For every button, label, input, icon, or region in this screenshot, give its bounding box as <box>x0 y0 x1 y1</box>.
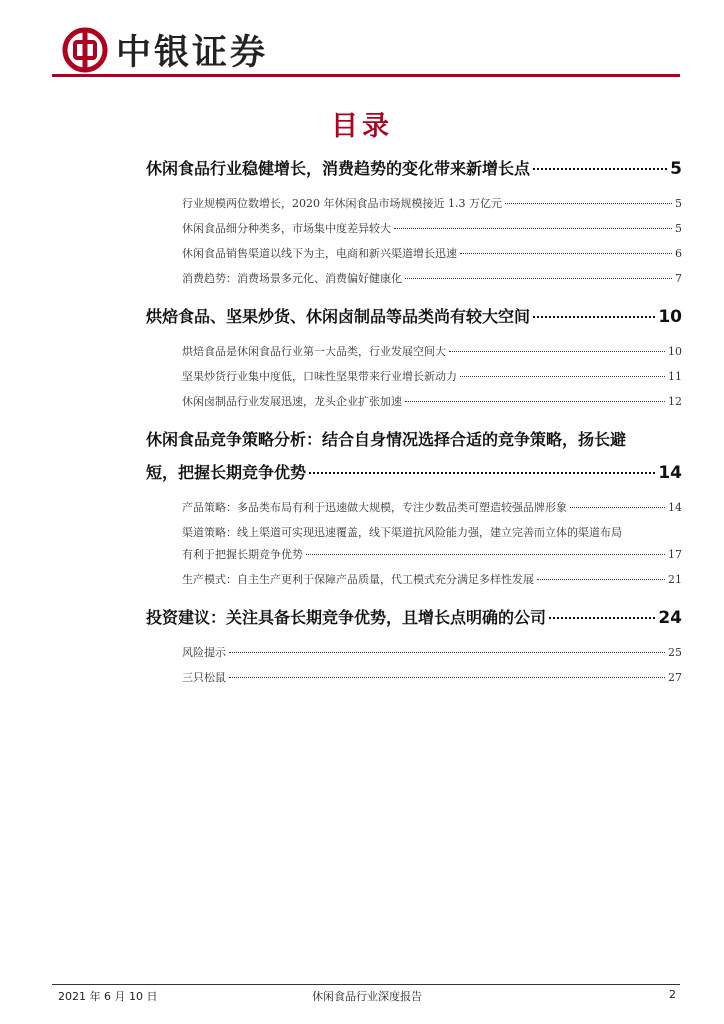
toc-entry-text-continued: 短，把握长期竞争优势 <box>146 463 307 482</box>
toc-entry[interactable] <box>146 605 682 628</box>
toc-entry-page: 24 <box>658 608 682 628</box>
toc-entry-page: 25 <box>668 646 682 659</box>
leader-dots <box>229 652 665 653</box>
toc-entry-text: 休闲食品销售渠道以线下为主，电商和新兴渠道增长迅速 <box>182 247 457 260</box>
toc-entry-text: 三只松鼠 <box>182 671 226 684</box>
toc-entry-text: 烘焙食品是休闲食品行业第一大品类，行业发展空间大 <box>182 345 446 358</box>
toc-entry[interactable] <box>182 220 682 236</box>
footer-report-title: 休闲食品行业深度报告 <box>312 990 422 1003</box>
leader-dots <box>449 351 665 352</box>
leader-dots <box>229 677 665 678</box>
toc-entry-text: 休闲食品细分种类多，市场集中度差异较大 <box>182 222 391 235</box>
toc-entry[interactable] <box>182 368 682 384</box>
toc-entry-page: 7 <box>675 272 682 285</box>
bank-of-china-logo-icon <box>62 27 108 73</box>
toc-entry-page: 5 <box>675 222 682 235</box>
toc-entry[interactable] <box>146 304 682 327</box>
leader-dots <box>537 579 665 580</box>
toc-entry-page: 5 <box>675 197 682 210</box>
page-title: 目录 <box>331 111 393 142</box>
leader-dots <box>405 401 665 402</box>
leader-dots <box>570 507 665 508</box>
header <box>62 22 268 78</box>
toc-entry-text: 休闲食品竞争策略分析：结合自身情况选择合适的竞争策略，扬长避 <box>146 430 627 449</box>
toc-entry-text: 行业规模两位数增长，2020 年休闲食品市场规模接近 1.3 万亿元 <box>182 197 502 210</box>
toc-entry-page: 10 <box>658 307 682 327</box>
leader-dots <box>394 228 672 229</box>
toc-entry-text: 烘焙食品、坚果炒货、休闲卤制品等品类尚有较大空间 <box>146 307 531 326</box>
leader-dots <box>306 554 665 555</box>
toc-entry-text: 坚果炒货行业集中度低，口味性坚果带来行业增长新动力 <box>182 370 457 383</box>
toc-entry[interactable] <box>146 156 682 179</box>
footer-rule <box>52 984 680 985</box>
toc-entry-text: 休闲卤制品行业发展迅速，龙头企业扩张加速 <box>182 395 402 408</box>
toc-entry-page: 10 <box>668 345 682 358</box>
toc-entry-text: 投资建议：关注具备长期竞争优势，且增长点明确的公司 <box>146 608 547 627</box>
brand-name: 中银证券 <box>116 33 269 73</box>
toc-entry-page: 11 <box>668 370 682 383</box>
toc-entry[interactable] <box>182 669 682 685</box>
toc-entry[interactable] <box>182 270 682 286</box>
leader-dots <box>505 203 672 204</box>
header-rule <box>52 74 680 77</box>
footer-date: 2021 年 6 月 10 日 <box>58 990 158 1003</box>
toc-entry-text: 消费趋势：消费场景多元化、消费偏好健康化 <box>182 272 402 285</box>
toc-entry-page: 17 <box>668 548 682 561</box>
leader-dots <box>460 376 665 377</box>
toc-entry-text: 休闲食品行业稳健增长，消费趋势的变化带来新增长点 <box>146 159 531 178</box>
toc-entry-page: 6 <box>675 247 682 260</box>
leader-dots <box>460 253 672 254</box>
toc-entry[interactable] <box>182 571 682 587</box>
toc-entry-text-continued: 有利于把握长期竞争优势 <box>182 548 303 561</box>
toc-entry[interactable] <box>182 644 682 660</box>
toc-entry[interactable] <box>182 393 682 409</box>
toc-entry[interactable] <box>182 245 682 261</box>
table-of-contents <box>146 152 682 685</box>
toc-entry-page: 27 <box>668 671 682 684</box>
toc-entry[interactable] <box>146 427 682 483</box>
toc-entry[interactable] <box>182 343 682 359</box>
toc-entry-page: 12 <box>668 395 682 408</box>
leader-dots <box>533 168 667 170</box>
leader-dots <box>405 278 672 279</box>
toc-entry-page: 21 <box>668 573 682 586</box>
toc-entry-text: 渠道策略：线上渠道可实现迅速覆盖，线下渠道抗风险能力强，建立完善而立体的渠道布局 <box>182 526 622 539</box>
leader-dots <box>549 617 655 619</box>
toc-entry[interactable] <box>182 499 682 515</box>
toc-entry[interactable] <box>182 524 682 562</box>
toc-entry-text: 产品策略：多品类布局有利于迅速做大规模，专注少数品类可塑造较强品牌形象 <box>182 501 567 514</box>
toc-entry-text: 风险提示 <box>182 646 226 659</box>
toc-entry-text: 生产模式：自主生产更利于保障产品质量，代工模式充分满足多样性发展 <box>182 573 534 586</box>
toc-entry-page: 5 <box>670 159 682 179</box>
leader-dots <box>533 316 655 318</box>
leader-dots <box>309 472 655 474</box>
toc-entry-page: 14 <box>658 463 682 483</box>
toc-entry[interactable] <box>182 195 682 211</box>
toc-entry-page: 14 <box>668 501 682 514</box>
footer-page-number: 2 <box>669 988 676 1001</box>
